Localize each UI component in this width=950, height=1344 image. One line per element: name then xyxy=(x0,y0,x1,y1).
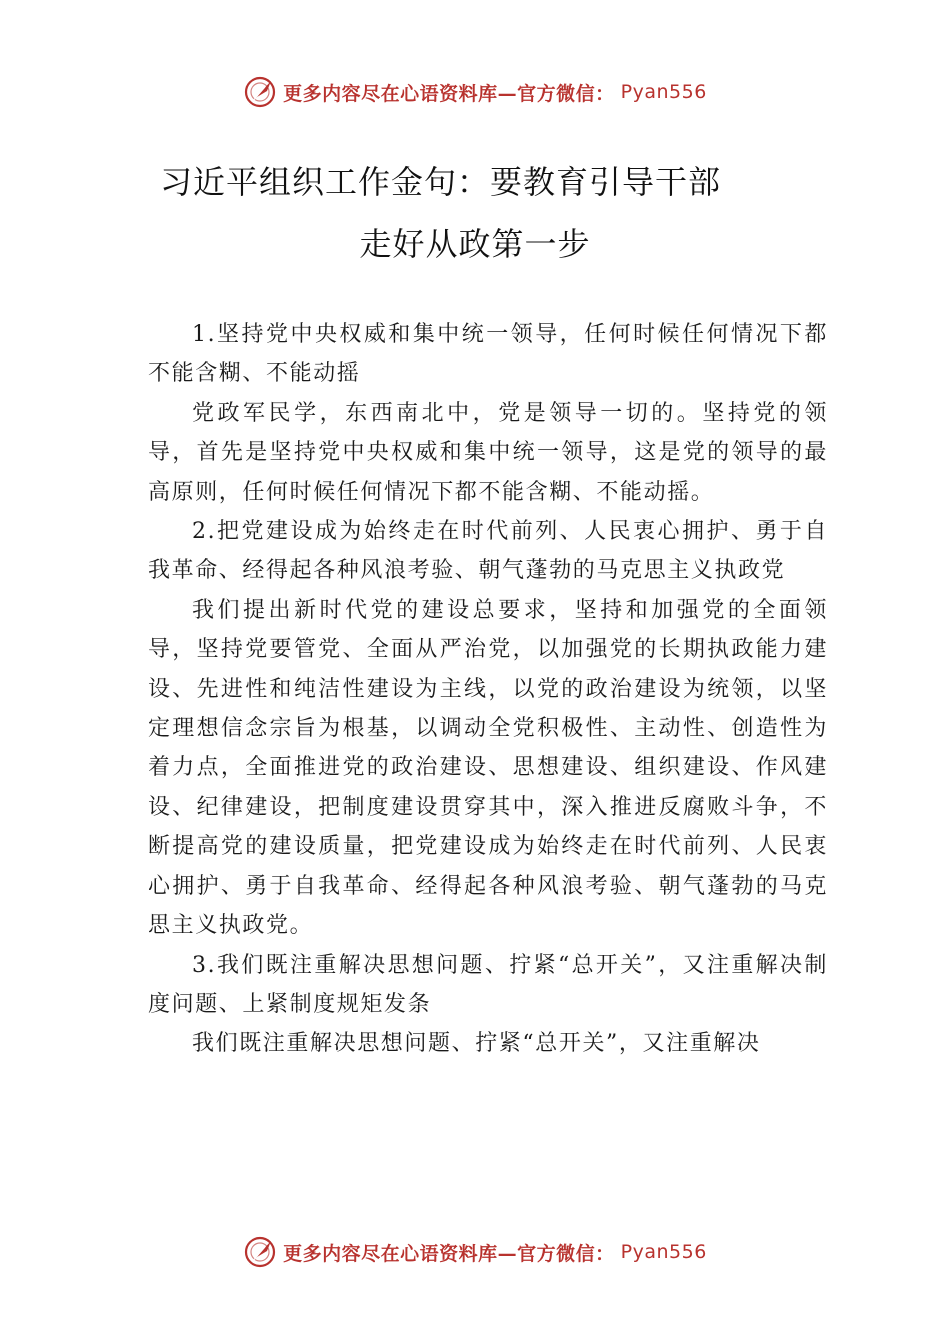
footer-banner xyxy=(0,1232,950,1272)
paragraph-point-2: 我们提出新时代党的建设总要求，坚持和加强党的全面领导，坚持党要管党、全面从严治党，以加强党的长期执政能力建设、先进性和纯洁性建设为主线，以党的政治建设为统领，以坚定理想信念宗旨为根基，以调动全党积极性、主动性、创造性为着力点，全面推进党的政治建设、思想建设、组织建设、作风建设、纪律建设，把制度建设贯穿其中，深入推进反腐败斗争，不断提高党的建设质量，把党建设成为始终走在时代前列、人民衷心拥护、勇于自我革命、经得起各种风浪考验、朝气蓬勃的马克思主义执政党。 xyxy=(148,597,828,939)
heading-point-1: 1.坚持党中央权威和集中统一领导，任何时候任何情况下都不能含糊、不能动摇 xyxy=(148,322,828,387)
quill-seal-icon xyxy=(243,1235,277,1269)
footer-brand-text: 更多内容尽在心语资料库—官方微信： xyxy=(283,1242,615,1265)
document-title-line1: 习近平组织工作金句：要教育引导干部 xyxy=(160,163,722,201)
heading-point-2: 2.把党建设成为始终走在时代前列、人民衷心拥护、勇于自我革命、经得起各种风浪考验、朝气蓬勃的马克思主义执政党 xyxy=(148,519,828,584)
paragraph-point-3: 我们既注重解决思想问题、拧紧“总开关”，又注重解决 xyxy=(192,1031,761,1057)
document-body xyxy=(148,315,828,1064)
paragraph-point-1: 党政军民学，东西南北中，党是领导一切的。坚持党的领导，首先是坚持党中央权威和集中统一领导，这是党的领导的最高原则，任何时候任何情况下都不能含糊、不能动摇。 xyxy=(148,400,828,505)
heading-point-3: 3.我们既注重解决思想问题、拧紧“总开关”，又注重解决制度问题、上紧制度规矩发条 xyxy=(148,952,828,1017)
header-banner xyxy=(0,72,950,112)
footer-wechat-id: Pyan556 xyxy=(620,1241,707,1263)
quill-seal-icon xyxy=(243,75,277,109)
banner-brand-text: 更多内容尽在心语资料库—官方微信： xyxy=(283,82,615,105)
document-title-line2: 走好从政第一步 xyxy=(359,225,591,263)
banner-wechat-id: Pyan556 xyxy=(620,81,707,103)
